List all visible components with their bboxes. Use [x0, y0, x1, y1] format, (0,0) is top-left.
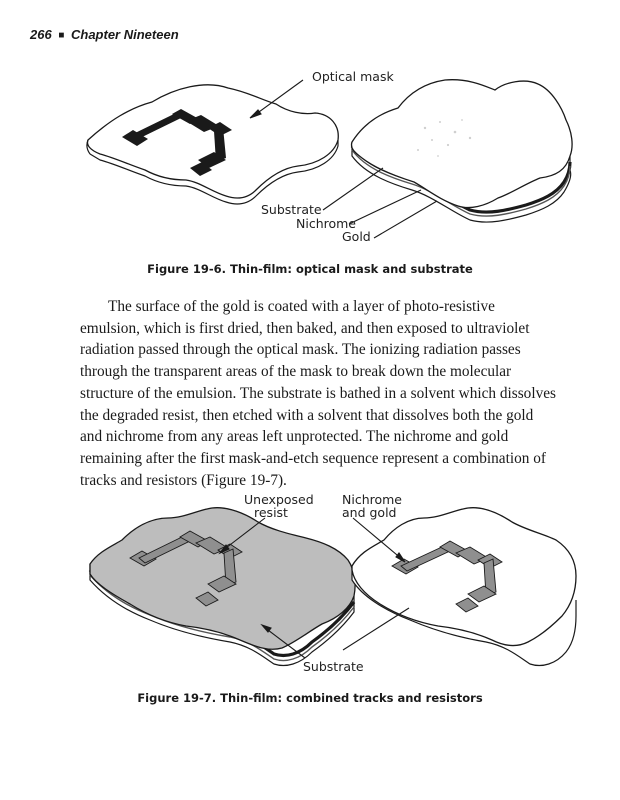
label-resist: resist [254, 505, 288, 520]
label-substrate: Substrate [261, 202, 322, 217]
body-paragraph: The surface of the gold is coated with a layer of photo-resistive emulsion, which is first dried, then baked, and then exposed to ultraviolet radiation passed through the optical mask. The ionizing radiation passes through the transparent areas of the mask to break down the molecular structure of the emulsion. The substrate is bathed in a solvent which dissolves the degraded resist, then etched with a solvent that dissolves both the gold and nichrome from any areas left unprotected. The nichrome and gold remaining after the first mask-and-etch sequence represent a combination of tracks and resistors (Figure 19-7). [80, 298, 556, 489]
page-number: 266 [30, 27, 52, 42]
figure-19-6-caption: Figure 19-6. Thin-film: optical mask and substrate [147, 262, 473, 276]
figure-19-7 [0, 490, 620, 680]
header-separator: ■ [58, 30, 65, 41]
tracks-slab [352, 508, 576, 666]
optical-mask-slab [87, 85, 338, 204]
substrate-slab [351, 80, 572, 222]
figure-19-7-caption: Figure 19-7. Thin-film: combined tracks and resistors [137, 691, 483, 705]
chapter-title: Chapter Nineteen [71, 27, 179, 42]
label-nichrome-gold-1: Nichrome [342, 492, 402, 507]
figure-19-6 [0, 62, 620, 252]
label-unexposed: Unexposed [244, 492, 314, 507]
label-optical-mask: Optical mask [312, 69, 394, 84]
running-header [30, 27, 179, 42]
label-substrate-2: Substrate [303, 659, 364, 674]
label-nichrome: Nichrome [296, 216, 356, 231]
label-gold: Gold [342, 229, 371, 244]
label-nichrome-gold-2: and gold [342, 505, 397, 520]
